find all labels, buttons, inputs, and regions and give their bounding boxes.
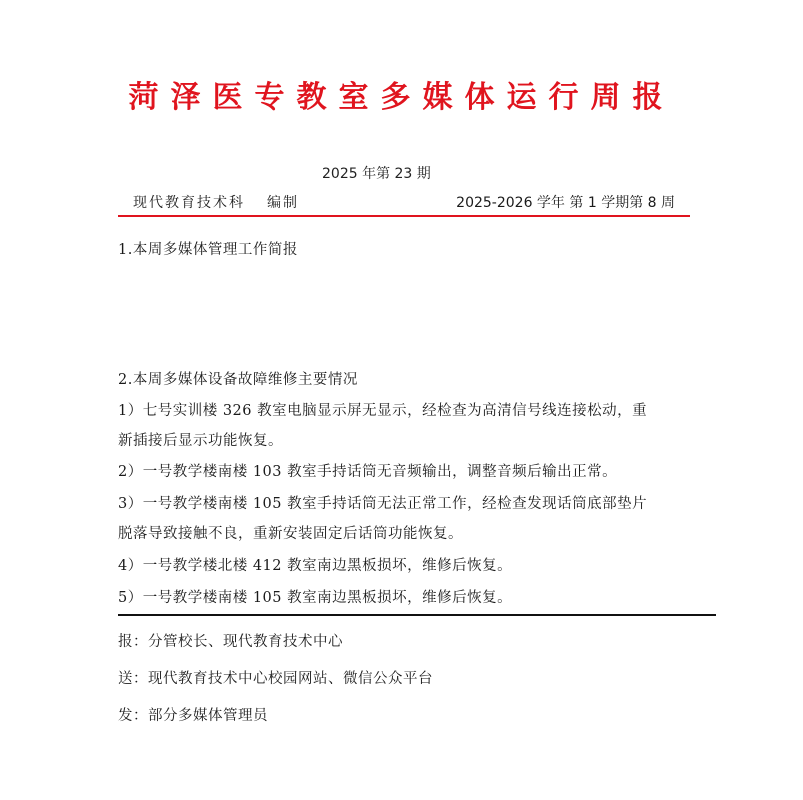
list-item: 1）七号实训楼 326 教室电脑显示屏无显示，经检查为高清信号线连接松动，重 xyxy=(118,403,648,419)
issue-number: 2025 年第 23 期 xyxy=(322,166,431,182)
list-item: 新插接后显示功能恢复。 xyxy=(118,433,283,449)
footer-black-rule xyxy=(118,614,716,616)
report-to-line: 报：分管校长、现代教育技术中心 xyxy=(118,634,343,650)
academic-period: 2025-2026 学年 第 1 学期第 8 周 xyxy=(456,195,675,211)
header-red-rule xyxy=(118,215,690,217)
list-item: 2）一号教学楼南楼 103 教室手持话筒无音频输出，调整音频后输出正常。 xyxy=(118,464,618,480)
editor-role: 编制 xyxy=(267,195,299,211)
report-title: 菏泽医专教室多媒体运行周报 xyxy=(128,80,675,115)
editor-department: 现代教育技术科 xyxy=(133,195,245,211)
section-1-heading: 1.本周多媒体管理工作简报 xyxy=(118,242,298,258)
send-to-line: 送：现代教育技术中心校园网站、微信公众平台 xyxy=(118,671,433,687)
section-2-heading: 2.本周多媒体设备故障维修主要情况 xyxy=(118,372,358,388)
editor-line xyxy=(133,192,299,212)
issue-to-line: 发：部分多媒体管理员 xyxy=(118,708,268,724)
list-item: 4）一号教学楼北楼 412 教室南边黑板损坏，维修后恢复。 xyxy=(118,558,513,574)
list-item: 5）一号教学楼南楼 105 教室南边黑板损坏，维修后恢复。 xyxy=(118,590,513,606)
list-item: 脱落导致接触不良，重新安装固定后话筒功能恢复。 xyxy=(118,526,463,542)
list-item: 3）一号教学楼南楼 105 教室手持话筒无法正常工作，经检查发现话筒底部垫片 xyxy=(118,496,648,512)
